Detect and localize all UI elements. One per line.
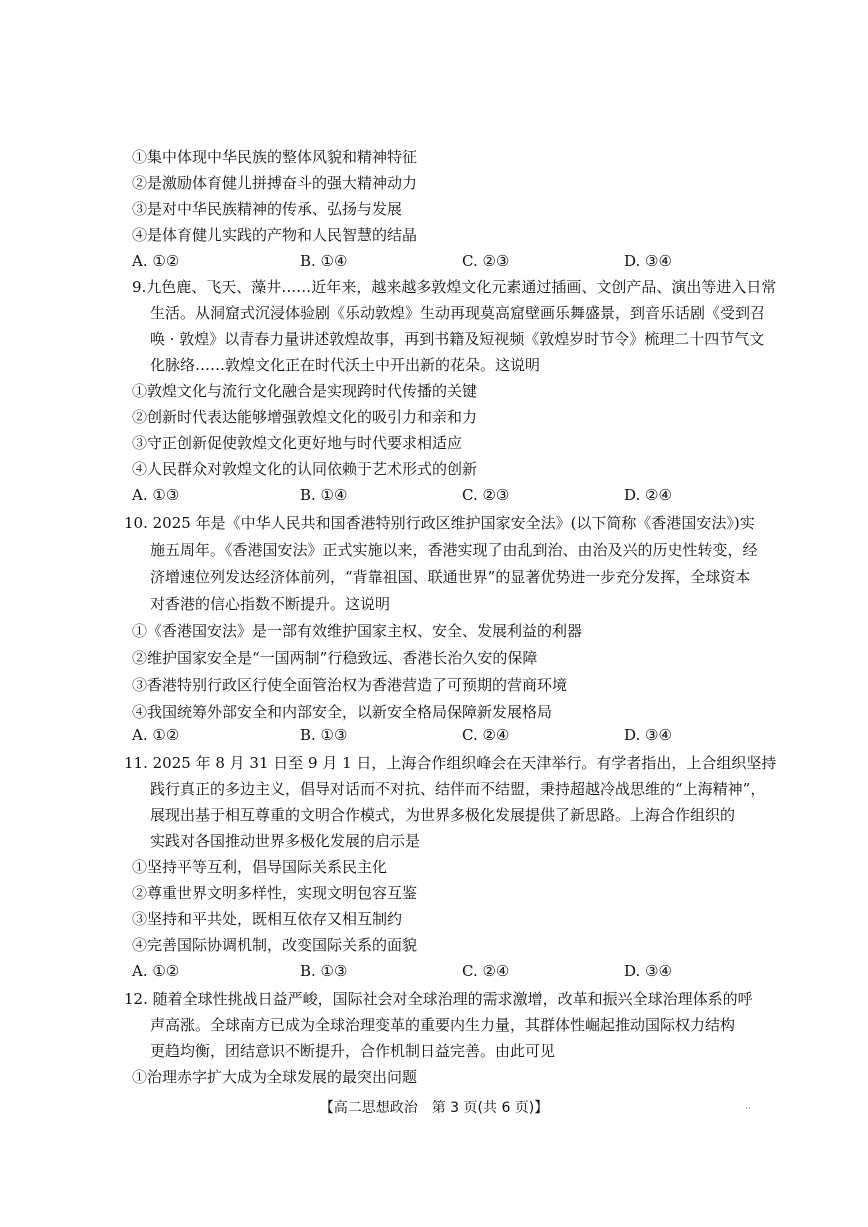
q10-stem-line-3: 济增速位列发达经济体前列，“背靠祖国、联通世界”的显著优势进一步充分发挥，全球资本: [150, 568, 751, 586]
q9-choice-c: C. ②③: [462, 486, 510, 504]
q8-option-1: ①集中体现中华民族的整体风貌和精神特征: [132, 148, 418, 166]
q11-choice-b: B. ①③: [300, 962, 348, 980]
q11-choice-a: A. ①②: [132, 962, 180, 980]
q8-choice-d: D. ③④: [624, 252, 672, 270]
q12-stem-line-3: 更趋均衡，团结意识不断提升，合作机制日益完善。由此可见: [150, 1042, 556, 1060]
q9-option-4: ④人民群众对敦煌文化的认同依赖于艺术形式的创新: [132, 460, 478, 478]
q8-option-3: ③是对中华民族精神的传承、弘扬与发展: [132, 200, 403, 218]
q8-choices: [132, 248, 732, 274]
q9-choice-a: A. ①③: [132, 486, 180, 504]
q11-choice-d: D. ③④: [624, 962, 672, 980]
q10-stem-line-2: 施五周年。《香港国安法》正式实施以来，香港实现了由乱到治、由治及兴的历史性转变，经: [150, 541, 758, 559]
q9-choices: [132, 482, 732, 508]
q10-option-4: ④我国统筹外部安全和内部安全，以新安全格局保障新发展格局: [132, 703, 553, 721]
q11-stem-line-4: 实践对各国推动世界多极化发展的启示是: [150, 832, 421, 850]
q10-choice-d: D. ③④: [624, 726, 672, 744]
q9-stem-line-3: 唤 · 敦煌》以青春力量讲述敦煌故事，再到书籍及短视频《敦煌岁时节令》梳理二十四节气文: [150, 330, 765, 348]
q10-stem-line-1: 10. 2025 年是《中华人民共和国香港特别行政区维护国家安全法》(以下简称《香港国安法》)实: [124, 514, 755, 532]
q10-choice-c: C. ②④: [462, 726, 510, 744]
q10-option-1: ①《香港国安法》是一部有效维护国家主权、安全、发展利益的利器: [132, 622, 583, 640]
q10-option-2: ②维护国家安全是“一国两制”行稳致远、香港长治久安的保障: [132, 649, 538, 667]
q11-option-1: ①坚持平等互利，倡导国际关系民主化: [132, 858, 388, 876]
q8-option-2: ②是激励体育健儿拼搏奋斗的强大精神动力: [132, 174, 418, 192]
q11-choice-c: C. ②④: [462, 962, 510, 980]
q12-stem-line-2: 声高涨。全球南方已成为全球治理变革的重要内生力量，其群体性崛起推动国际权力结构: [150, 1016, 736, 1034]
q9-option-1: ①敦煌文化与流行文化融合是实现跨时代传播的关键: [132, 382, 478, 400]
q9-stem-line-2: 生活。从洞窟式沉浸体验剧《乐动敦煌》生动再现莫高窟壁画乐舞盛景，到音乐话剧《受到召: [150, 304, 766, 322]
q11-option-2: ②尊重世界文明多样性，实现文明包容互鉴: [132, 884, 418, 902]
page-footer: 【高二思想政治 第 3 页(共 6 页)】: [319, 1100, 549, 1116]
q12-option-1: ①治理赤字扩大成为全球发展的最突出问题: [132, 1068, 418, 1086]
q12-stem-line-1: 12. 随着全球性挑战日益严峻，国际社会对全球治理的需求激增，改革和振兴全球治理体系的呼: [124, 990, 753, 1008]
q11-option-4: ④完善国际协调机制，改变国际关系的面貌: [132, 936, 418, 954]
q10-choice-b: B. ①③: [300, 726, 348, 744]
q9-stem-line-1: 9.九色鹿、飞天、藻井……近年来，越来越多敦煌文化元素通过插画、文创产品、演出等进入日常: [132, 278, 777, 296]
q9-option-3: ③守正创新促使敦煌文化更好地与时代要求相适应: [132, 434, 463, 452]
q9-choice-b: B. ①④: [300, 486, 348, 504]
q10-choices: [132, 722, 732, 748]
q11-stem-line-2: 践行真正的多边主义，倡导对话而不对抗、结伴而不结盟，秉持超越冷战思维的“上海精神”，: [150, 780, 766, 798]
q8-choice-a: A. ①②: [132, 252, 180, 270]
q11-stem-line-1: 11. 2025 年 8 月 31 日至 9 月 1 日，上海合作组织峰会在天津举行。有学者指出，上合组织坚持: [124, 754, 777, 772]
q11-choices: [132, 958, 732, 984]
q9-choice-d: D. ②④: [624, 486, 672, 504]
q11-option-3: ③坚持和平共处，既相互依存又相互制约: [132, 910, 403, 928]
q10-option-3: ③香港特别行政区行使全面管治权为香港营造了可预期的营商环境: [132, 676, 568, 694]
q10-stem-line-4: 对香港的信心指数不断提升。这说明: [150, 595, 391, 613]
q10-choice-a: A. ①②: [132, 726, 180, 744]
q8-choice-c: C. ②③: [462, 252, 510, 270]
q9-option-2: ②创新时代表达能够增强敦煌文化的吸引力和亲和力: [132, 408, 478, 426]
q11-stem-line-3: 展现出基于相互尊重的文明合作模式，为世界多极化发展提供了新思路。上海合作组织的: [150, 806, 736, 824]
q9-stem-line-4: 化脉络……敦煌文化正在时代沃土中开出新的花朵。这说明: [150, 356, 541, 374]
q8-option-4: ④是体育健儿实践的产物和人民智慧的结晶: [132, 226, 418, 244]
q8-choice-b: B. ①④: [300, 252, 348, 270]
footer-mark: ··: [745, 1104, 751, 1114]
